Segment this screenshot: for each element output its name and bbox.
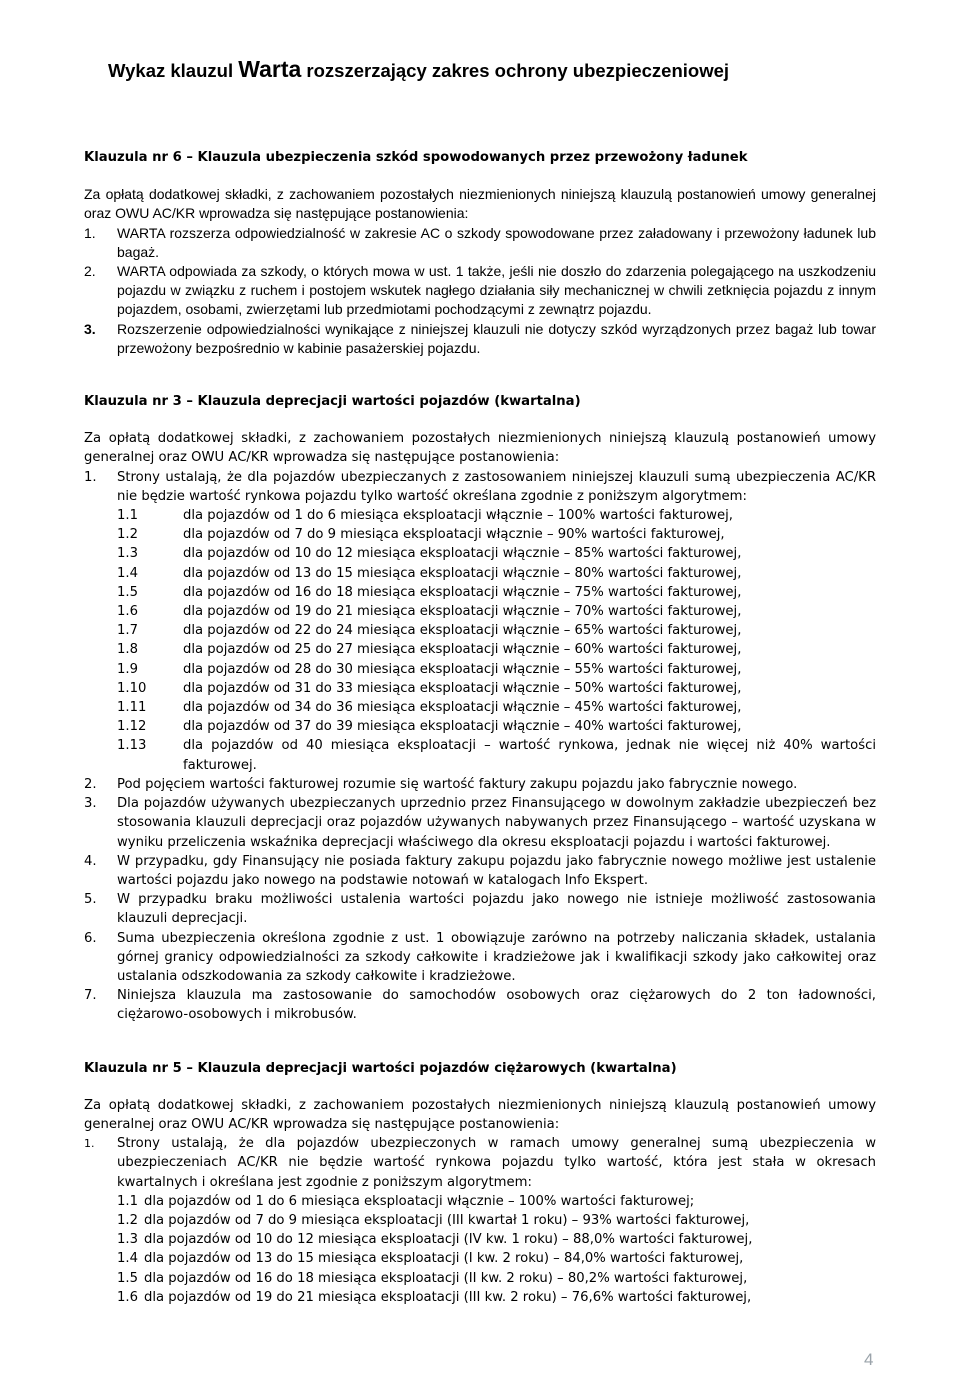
document-body — [84, 148, 876, 1307]
title-suffix: rozszerzający zakres ochrony ubezpieczeniowej — [301, 60, 730, 81]
list-item: 1.8 dla pojazdów od 25 do 27 miesiąca eksploatacji włącznie – 60% wartości fakturowej, — [117, 642, 742, 658]
list-item: 1.9 dla pojazdów od 28 do 30 miesiąca eksploatacji włącznie – 55% wartości fakturowej, — [117, 661, 742, 677]
item-number: 1. — [84, 224, 96, 241]
item-text: WARTA odpowiada za szkody, o których mowa w ust. 1 także, jeśli nie doszło do zdarzenia polegającego na uszkodzeniu pojazdu w związku z ruchem i postojem wskutek nagłego działania siły mechanicznej w chwili zetknięcia pojazdu z innym pojazdem, osobami, zwierzętami lub przedmiotami pochodzącymi z zewnątrz pojazdu. — [117, 263, 876, 318]
item-number: 2. — [84, 263, 96, 280]
title-brand: Warta — [238, 56, 302, 82]
clause-3-item-7: 7. Niniejsza klauzula ma zastosowanie do samochodów osobowych oraz ciężarowych do 2 ton ładowności, ciężarowo-osobowych i mikrobusów. — [84, 988, 876, 1023]
clause-3-heading: Klauzula nr 3 – Klauzula deprecjacji wartości pojazdów (kwartalna) — [84, 394, 581, 410]
list-item: 1.10 dla pojazdów od 31 do 33 miesiąca eksploatacji włącznie – 50% wartości fakturowej, — [117, 680, 742, 696]
list-item: 1.5 dla pojazdów od 16 do 18 miesiąca eksploatacji (II kw. 2 roku) – 80,2% wartości fakturowej, — [117, 1270, 748, 1286]
clause-3-item-6: 6. Suma ubezpieczenia określona zgodnie z ust. 1 obowiązuje zarówno na potrzeby naliczania składek, ustalania górnej granicy odpowiedzialności za szkody całkowite i kradzieżowe jak i kwalifikacji szkody jako całkowitej oraz ustalania odszkodowania za szkody całkowite i kradzieżowe. — [84, 930, 876, 984]
clause-6-intro: Za opłatą dodatkowej składki, z zachowaniem pozostałych niezmienionych niniejszą klauzulą postanowień umowy generalnej oraz OWU AC/KR wprowadza się następujące postanowienia: — [84, 186, 876, 222]
clause-5-heading: Klauzula nr 5 – Klauzula deprecjacji wartości pojazdów ciężarowych (kwartalna) — [84, 1060, 677, 1076]
page-title — [108, 56, 908, 83]
list-item: 1.5 dla pojazdów od 16 do 18 miesiąca eksploatacji włącznie – 75% wartości fakturowej, — [117, 584, 742, 600]
list-item: 1.4 dla pojazdów od 13 do 15 miesiąca eksploatacji włącznie – 80% wartości fakturowej, — [117, 565, 742, 581]
list-item: 1.3 dla pojazdów od 10 do 12 miesiąca eksploatacji włącznie – 85% wartości fakturowej, — [117, 546, 742, 562]
list-item: 1.7 dla pojazdów od 22 do 24 miesiąca eksploatacji włącznie – 65% wartości fakturowej, — [117, 623, 742, 639]
list-item: 1.12 dla pojazdów od 37 do 39 miesiąca eksploatacji włącznie – 40% wartości fakturowej, — [117, 719, 742, 735]
clause-3-item-4: 4. W przypadku, gdy Finansujący nie posiada faktury zakupu pojazdu jako fabrycznie nowego możliwe jest ustalenie wartości pojazdu jako nowego na podstawie notowań w katalogach Info Ekspert. — [84, 853, 876, 888]
clause-6-body — [84, 185, 876, 358]
list-item: 1.13 dla pojazdów od 40 miesiąca eksploatacji – wartość rynkowa, jednak nie więcej niż 40% wartości fakturowej. — [117, 738, 876, 773]
clause-3-item-5: 5. W przypadku braku możliwości ustalenia wartości pojazdu jako nowego nie istnieje możliwość zastosowania klauzuli deprecjacji. — [84, 892, 876, 927]
clause-6-item-1 — [84, 224, 876, 262]
clause-5-algorithm-list — [84, 1192, 876, 1307]
clause-5-intro: Za opłatą dodatkowej składki, z zachowaniem pozostałych niezmienionych niniejszą klauzulą postanowień umowy generalnej oraz OWU AC/KR wprowadza się następujące postanowienia: — [84, 1097, 876, 1132]
clause-3-item-1 — [84, 468, 876, 506]
item-text: Rozszerzenie odpowiedzialności wynikające z niniejszej klauzuli nie dotyczy szkód wyrządzonych przez bagaż lub towar przewożony bezpośrednio w kabinie pasażerskiej pojazdu. — [117, 320, 876, 356]
item-number: 1. — [84, 469, 97, 485]
list-item: 1.1 dla pojazdów od 1 do 6 miesiąca eksploatacji włącznie – 100% wartości fakturowej; — [117, 1193, 695, 1209]
clause-5-item-1: 1. Strony ustalają, że dla pojazdów ubezpieczonych w ramach umowy generalnej sumą ubezpieczenia w ubezpieczeniach AC/KR nie będzie wartość rynkowa pojazdu tylko wartość, która jest stała w okresach kwartalnych i określana jest zgodnie z poniższym algorytmem: — [84, 1136, 876, 1190]
clause-6-heading: Klauzula nr 6 – Klauzula ubezpieczenia szkód spowodowanych przez przewożony ładunek — [84, 150, 748, 165]
title-prefix: Wykaz klauzul — [108, 60, 239, 81]
list-item: 1.6 dla pojazdów od 19 do 21 miesiąca eksploatacji włącznie – 70% wartości fakturowej, — [117, 604, 742, 620]
page-number: 4 — [864, 1350, 874, 1369]
item-text: WARTA rozszerza odpowiedzialność w zakresie AC o szkody spowodowane przez załadowany i przewożony ładunek lub bagaż. — [117, 224, 876, 260]
clause-3-item-3: 3. Dla pojazdów używanych ubezpieczanych uprzednio przez Finansującego w dowolnym zakładzie ubezpieczeń bez stosowania klauzuli deprecjacji oraz pojazdów używanych nabywanych przez Finansującego – wartość uzyskana w wyniku przeliczenia wskaźnika deprecjacji właściwego dla okresu eksploatacji pojazdu i wartości fakturowej. — [84, 796, 876, 850]
list-item: 1.3 dla pojazdów od 10 do 12 miesiąca eksploatacji (IV kw. 1 roku) – 88,0% wartości fakturowej, — [117, 1232, 753, 1248]
list-item: 1.2 dla pojazdów od 7 do 9 miesiąca eksploatacji włącznie – 90% wartości fakturowej, — [117, 527, 725, 543]
item-number: 3. — [84, 320, 96, 337]
clause-3-item-2: 2. Pod pojęciem wartości fakturowej rozumie się wartość faktury zakupu pojazdu jako fabrycznie nowego. — [84, 776, 798, 792]
clause-6-item-3 — [84, 320, 876, 358]
clause-3-intro: Za opłatą dodatkowej składki, z zachowaniem pozostałych niezmienionych niniejszą klauzulą postanowień umowy generalnej oraz OWU AC/KR wprowadza się następujące postanowienia: — [84, 431, 876, 466]
list-item: 1.11 dla pojazdów od 34 do 36 miesiąca eksploatacji włącznie – 45% wartości fakturowej, — [117, 700, 742, 716]
item-text: Strony ustalają, że dla pojazdów ubezpieczanych z zastosowaniem niniejszej klauzuli sumą ubezpieczenia AC/KR nie będzie wartość rynkowa pojazdu tylko wartość określana zgodnie z poniższym algorytmem: — [117, 469, 876, 504]
list-item: 1.4 dla pojazdów od 13 do 15 miesiąca eksploatacji (I kw. 2 roku) – 84,0% wartości fakturowej, — [117, 1251, 744, 1267]
list-item: 1.1 dla pojazdów od 1 do 6 miesiąca eksploatacji włącznie – 100% wartości fakturowej, — [117, 508, 733, 524]
clause-6-item-2 — [84, 262, 876, 320]
list-item: 1.6 dla pojazdów od 19 do 21 miesiąca eksploatacji (III kw. 2 roku) – 76,6% wartości fakturowej, — [117, 1289, 752, 1305]
list-item: 1.2 dla pojazdów od 7 do 9 miesiąca eksploatacji (III kwartał 1 roku) – 93% wartości fakturowej, — [117, 1212, 750, 1228]
clause-3-algorithm-list — [84, 506, 876, 775]
